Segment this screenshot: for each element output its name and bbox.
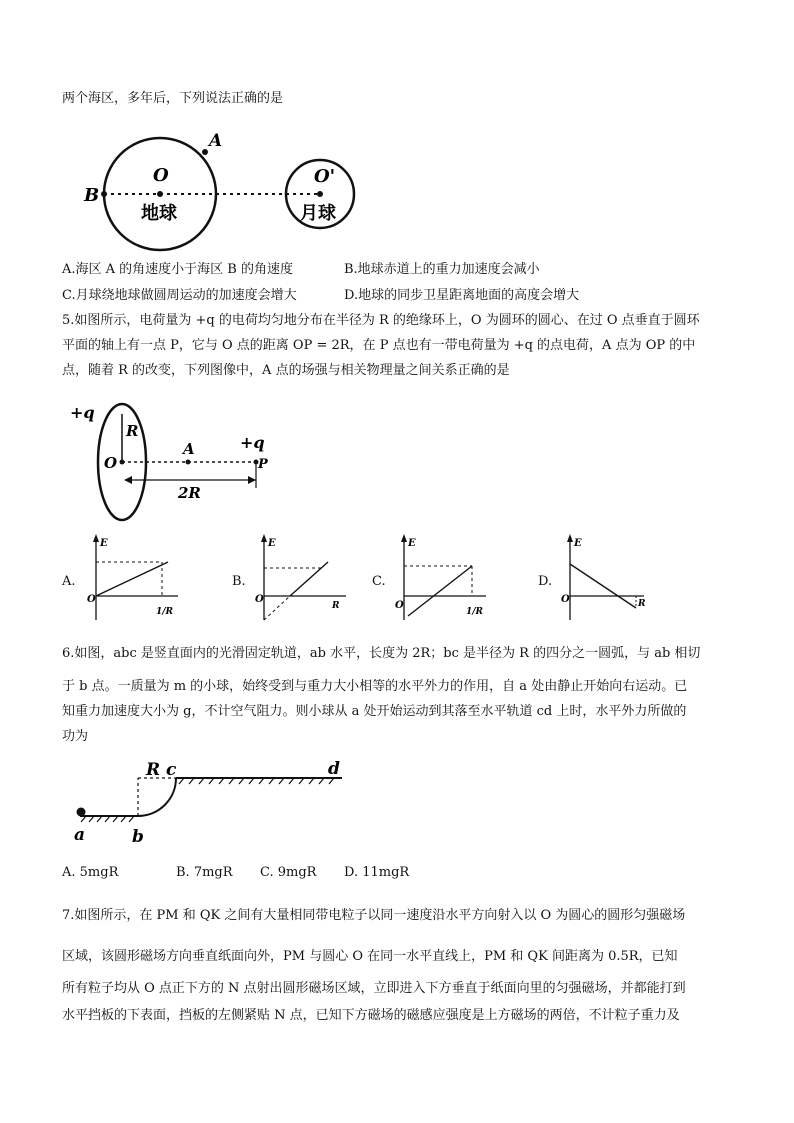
label-a: a <box>74 825 86 845</box>
q7-line-2: 区域，该圆形磁场方向垂直纸面向外，PM 与圆心 O 在同一水平直线上，PM 和 QK 间距离为 0.5R，已知 <box>62 949 678 964</box>
q4-option-d: D.地球的同步卫星距离地面的高度会增大 <box>344 288 580 303</box>
label-moon: 月球 <box>300 203 336 224</box>
label-A: A <box>183 440 195 458</box>
q6-option-d: D. 11mgR <box>344 865 410 880</box>
label-B: B <box>84 185 100 206</box>
q7-line-3: 所有粒子均从 O 点正下方的 N 点射出圆形磁场区域，立即进入下方垂直于纸面向里的匀强磁场，并都能打到 <box>62 981 686 996</box>
graph-c-origin: O <box>395 600 404 611</box>
q4-figure-earth-moon <box>76 118 366 258</box>
graph-b-xlabel: R <box>332 601 340 611</box>
graph-a-origin: O <box>87 594 96 605</box>
quarter-arc <box>138 778 176 816</box>
q6-option-c: C. 9mgR <box>260 865 317 880</box>
label-2R: 2R <box>178 484 201 502</box>
graph-d-origin: O <box>561 594 570 605</box>
q5-graph-a-option: A. <box>62 574 76 589</box>
q5-graph-b <box>252 532 352 624</box>
graph-b-ylabel: E <box>268 538 276 549</box>
label-b: b <box>132 827 144 847</box>
label-d: d <box>328 760 340 779</box>
graph-d-xlabel: R <box>638 599 646 609</box>
label-O: O <box>153 165 169 186</box>
graph-c-ylabel: E <box>408 538 416 549</box>
label-O: O <box>104 454 118 472</box>
q5-figure-ring <box>66 398 276 522</box>
q4-option-c: C.月球绕地球做圆周运动的加速度会增大 <box>62 288 297 303</box>
q5-graph-c <box>392 532 492 624</box>
label-charge-ring: +q <box>70 403 95 422</box>
label-c: c <box>166 760 177 780</box>
q6-line-1: 6.如图，abc 是竖直面内的光滑固定轨道，ab 水平，长度为 2R；bc 是半径为 R 的四分之一圆弧，与 ab 相切 <box>62 646 701 661</box>
q4-intro: 两个海区，多年后，下列说法正确的是 <box>62 91 284 106</box>
graph-c-xlabel: 1/R <box>466 607 484 617</box>
q5-graph-d-option: D. <box>538 574 553 589</box>
label-R: R <box>146 760 161 780</box>
label-R: R <box>126 422 139 440</box>
label-charge-point: +q <box>240 433 265 452</box>
label-A: A <box>209 131 223 151</box>
q6-line-3: 知重力加速度大小为 g，不计空气阻力。则小球从 a 处开始运动到其落至水平轨道 cd 上时，水平外力所做的 <box>62 704 687 719</box>
q5-graph-d <box>558 532 658 624</box>
q5-line-2: 平面的轴上有一点 P，它与 O 点的距离 OP = 2R，在 P 点也有一带电荷量为 +q 的点电荷，A 点为 OP 的中 <box>62 338 696 353</box>
q6-option-a: A. 5mgR <box>62 865 119 880</box>
graph-b-origin: O <box>255 594 264 605</box>
graph-a-ylabel: E <box>100 538 108 549</box>
q4-option-a: A.海区 A 的角速度小于海区 B 的角速度 <box>62 262 293 277</box>
q5-graph-a <box>84 532 184 624</box>
q5-line-1: 5.如图所示，电荷量为 +q 的电荷均匀地分布在半径为 R 的绝缘环上，O 为圆环的圆心、在过 O 点垂直于圆环 <box>62 313 700 328</box>
q4-option-b: B.地球赤道上的重力加速度会减小 <box>344 262 540 277</box>
graph-d-ylabel: E <box>574 538 582 549</box>
q5-graph-c-option: C. <box>372 574 386 589</box>
q7-line-1: 7.如图所示，在 PM 和 QK 之间有大量相同带电粒子以同一速度沿水平方向射入以 O 为圆心的圆形匀强磁场 <box>62 908 686 923</box>
label-earth: 地球 <box>141 203 177 224</box>
q6-line-2: 于 b 点。一质量为 m 的小球，始终受到与重力大小相等的水平外力的作用，自 a 处由静止开始向右运动。已 <box>62 679 688 694</box>
q6-figure-track <box>70 760 350 852</box>
label-O-prime: O' <box>314 166 336 187</box>
graph-a-xlabel: 1/R <box>156 607 174 617</box>
q5-graph-b-option: B. <box>232 574 246 589</box>
q7-line-4: 水平挡板的下表面，挡板的左侧紧贴 N 点，已知下方磁场的磁感应强度是上方磁场的两倍，不计粒子重力及 <box>62 1008 680 1023</box>
q6-option-b: B. 7mgR <box>176 865 233 880</box>
label-P: P <box>258 457 268 472</box>
q5-line-3: 点，随着 R 的改变，下列图像中，A 点的场强与相关物理量之间关系正确的是 <box>62 363 510 378</box>
q6-line-4: 功为 <box>62 729 89 744</box>
